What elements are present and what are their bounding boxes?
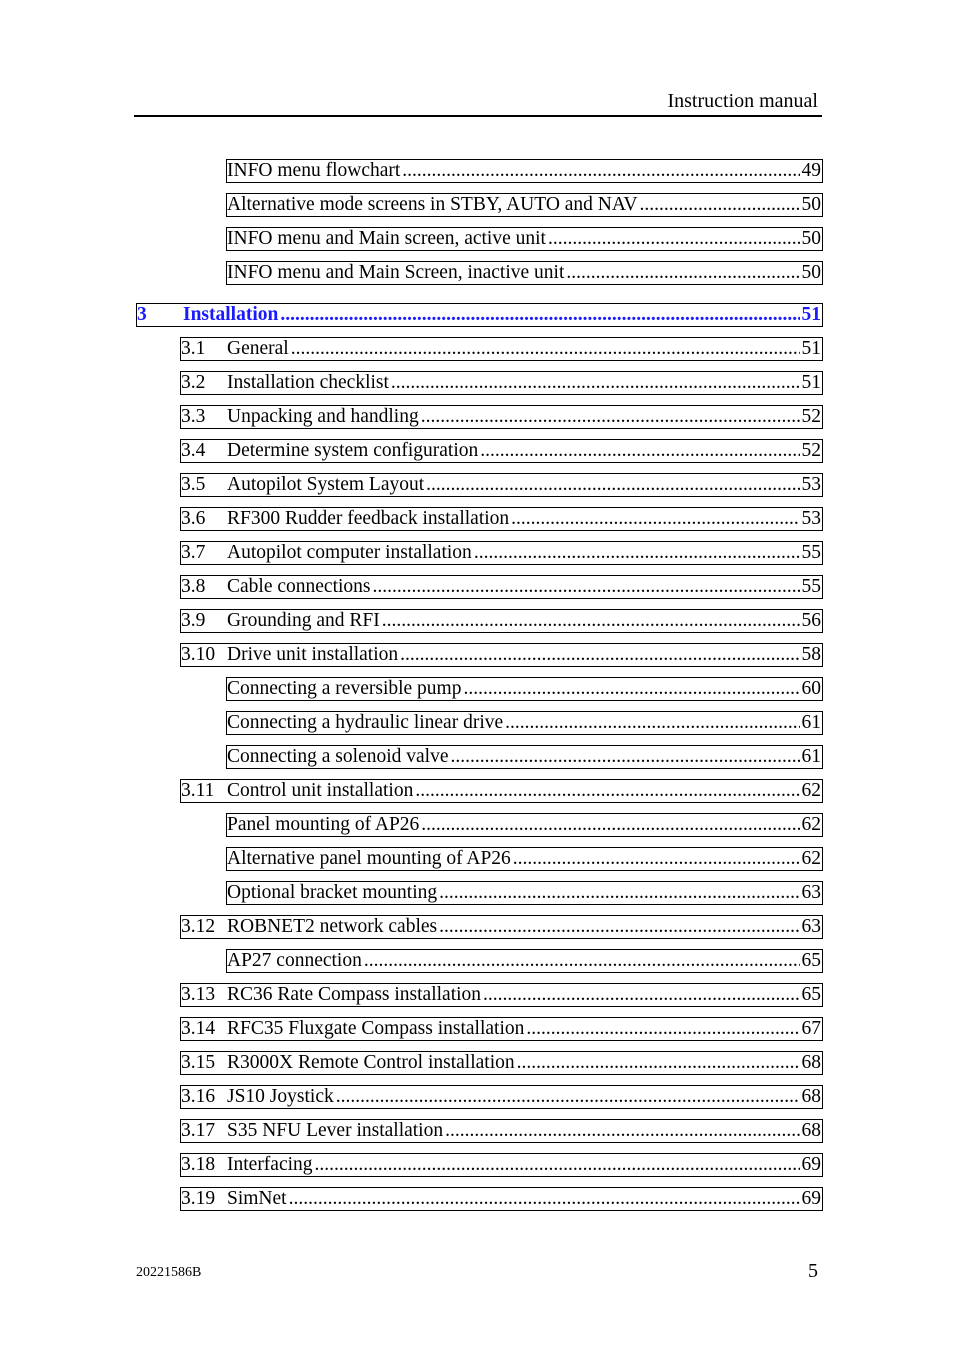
toc-entry-page: 61 [801, 746, 821, 767]
toc-dot-leader [474, 542, 800, 564]
toc-entry-page: 68 [801, 1086, 821, 1107]
toc-dot-leader [548, 228, 800, 250]
toc-entry-page: 65 [801, 950, 821, 971]
toc-entry-link[interactable] [180, 507, 823, 531]
toc-entry-label: Alternative panel mounting of AP26 [227, 848, 511, 869]
toc-entry-label: General [227, 338, 289, 359]
toc-entry-label: RFC35 Fluxgate Compass installation [227, 1018, 525, 1039]
toc-entry-page: 63 [801, 916, 821, 937]
toc-entry-label: Autopilot System Layout [227, 474, 425, 495]
toc-entry-link[interactable] [180, 405, 823, 429]
toc-entry-label: Grounding and RFI [227, 610, 380, 631]
toc-entry-link[interactable] [180, 1017, 823, 1041]
toc-entry-page: 62 [801, 848, 821, 869]
toc-entry-link[interactable] [180, 575, 823, 599]
toc-entry-link[interactable] [180, 779, 823, 803]
toc-entry-number: 3.10 [181, 644, 216, 665]
toc-entry-label: JS10 Joystick [227, 1086, 334, 1107]
toc-entry-number: 3.14 [181, 1018, 216, 1039]
toc-entry-page: 53 [801, 508, 821, 529]
toc-entry-number: 3.3 [181, 406, 206, 427]
toc-dot-leader [291, 338, 800, 360]
toc-entry-page: 67 [801, 1018, 821, 1039]
toc-entry-label: Optional bracket mounting [227, 882, 438, 903]
toc-dot-leader [439, 882, 799, 904]
toc-entry-number: 3.15 [181, 1052, 216, 1073]
toc-entry-page: 51 [801, 338, 821, 359]
toc-entry-label: Drive unit installation [227, 644, 399, 665]
toc-dot-leader [445, 1120, 799, 1142]
toc-entry-label: Cable connections [227, 576, 371, 597]
toc-entry-number: 3.17 [181, 1120, 216, 1141]
toc-entry-label: INFO menu and Main Screen, inactive unit [227, 262, 565, 283]
toc-dot-leader [511, 508, 799, 530]
toc-entry-label: Installation checklist [227, 372, 389, 393]
toc-entry-link[interactable] [226, 227, 823, 251]
toc-entry-label: Alternative mode screens in STBY, AUTO and NAV [227, 194, 638, 215]
toc-dot-leader [415, 780, 799, 802]
toc-chapter-link[interactable] [136, 303, 823, 327]
toc-entry-link[interactable] [226, 881, 823, 905]
toc-entry-number: 3.6 [181, 508, 206, 529]
toc-entry-link[interactable] [180, 371, 823, 395]
toc-dot-leader [526, 1018, 799, 1040]
toc-entry-number: 3.13 [181, 984, 216, 1005]
toc-entry-link[interactable] [226, 813, 823, 837]
toc-entry-page: 53 [801, 474, 821, 495]
toc-entry-label: Control unit installation [227, 780, 414, 801]
toc-entry-link[interactable] [180, 915, 823, 939]
toc-entry-page: 58 [801, 644, 821, 665]
toc-entry-number: 3 [137, 304, 147, 325]
toc-entry-link[interactable] [180, 473, 823, 497]
toc-dot-leader [421, 814, 799, 836]
toc-dot-leader [315, 1154, 800, 1176]
toc-entry-link[interactable] [226, 949, 823, 973]
toc-entry-number: 3.7 [181, 542, 206, 563]
toc-dot-leader [566, 262, 799, 284]
toc-entry-link[interactable] [180, 337, 823, 361]
toc-entry-page: 63 [801, 882, 821, 903]
toc-dot-leader [421, 406, 800, 428]
toc-entry-label: AP27 connection [227, 950, 362, 971]
toc-entry-link[interactable] [226, 711, 823, 735]
toc-entry-link[interactable] [226, 847, 823, 871]
toc-entry-label: INFO menu and Main screen, active unit [227, 228, 546, 249]
toc-entry-number: 3.4 [181, 440, 206, 461]
toc-entry-link[interactable] [180, 643, 823, 667]
toc-entry-label: Connecting a hydraulic linear drive [227, 712, 504, 733]
toc-dot-leader [463, 678, 799, 700]
toc-entry-page: 55 [801, 542, 821, 563]
toc-entry-label: ROBNET2 network cables [227, 916, 438, 937]
toc-entry-page: 69 [801, 1154, 821, 1175]
toc-entry-link[interactable] [180, 983, 823, 1007]
toc-entry-page: 49 [801, 160, 821, 181]
toc-entry-page: 50 [801, 228, 821, 249]
toc-dot-leader [483, 984, 799, 1006]
toc-dot-leader [400, 644, 799, 666]
toc-entry-number: 3.19 [181, 1188, 216, 1209]
toc-dot-leader [336, 1086, 800, 1108]
toc-entry-page: 62 [801, 780, 821, 801]
toc-entry-label: S35 NFU Lever installation [227, 1120, 444, 1141]
toc-entry-link[interactable] [180, 609, 823, 633]
toc-dot-leader [480, 440, 799, 462]
page-number: 5 [808, 1260, 818, 1282]
toc-dot-leader [513, 848, 800, 870]
toc-entry-number: 3.5 [181, 474, 206, 495]
toc-entry-link[interactable] [180, 1153, 823, 1177]
document-code: 20221586B [136, 1265, 202, 1280]
page-header-title: Instruction manual [667, 90, 818, 112]
toc-dot-leader [382, 610, 800, 632]
toc-entry-link[interactable] [180, 541, 823, 565]
toc-dot-leader [517, 1052, 800, 1074]
toc-dot-leader [280, 304, 799, 326]
toc-entry-number: 3.18 [181, 1154, 216, 1175]
toc-entry-number: 3.11 [181, 780, 215, 801]
toc-entry-label: Determine system configuration [227, 440, 479, 461]
toc-dot-leader [451, 746, 800, 768]
toc-entry-page: 55 [801, 576, 821, 597]
toc-entry-label: Installation [183, 304, 279, 325]
toc-entry-number: 3.8 [181, 576, 206, 597]
toc-entry-link[interactable] [180, 1187, 823, 1211]
toc-dot-leader [373, 576, 800, 598]
toc-entry-link[interactable] [180, 1051, 823, 1075]
toc-entry-link[interactable] [226, 677, 823, 701]
toc-entry-page: 50 [801, 262, 821, 283]
toc-entry-page: 68 [801, 1120, 821, 1141]
toc-entry-page: 51 [801, 372, 821, 393]
toc-entry-label: Panel mounting of AP26 [227, 814, 420, 835]
toc-entry-page: 68 [801, 1052, 821, 1073]
toc-entry-link[interactable] [226, 193, 823, 217]
toc-entry-label: Autopilot computer installation [227, 542, 472, 563]
toc-entry-page: 61 [801, 712, 821, 733]
toc-dot-leader [289, 1188, 800, 1210]
toc-entry-page: 62 [801, 814, 821, 835]
toc-entry-page: 69 [801, 1188, 821, 1209]
toc-entry-number: 3.9 [181, 610, 206, 631]
toc-entry-label: INFO menu flowchart [227, 160, 401, 181]
toc-entry-label: R3000X Remote Control installation [227, 1052, 515, 1073]
toc-entry-label: Interfacing [227, 1154, 313, 1175]
toc-entry-number: 3.2 [181, 372, 206, 393]
toc-entry-link[interactable] [180, 1119, 823, 1143]
toc-entry-number: 3.16 [181, 1086, 216, 1107]
toc-entry-number: 3.1 [181, 338, 206, 359]
toc-entry-label: Connecting a solenoid valve [227, 746, 449, 767]
toc-entry-page: 65 [801, 984, 821, 1005]
toc-dot-leader [402, 160, 799, 182]
toc-dot-leader [439, 916, 799, 938]
toc-entry-page: 52 [801, 440, 821, 461]
toc-entry-page: 56 [801, 610, 821, 631]
toc-entry-label: RF300 Rudder feedback installation [227, 508, 510, 529]
toc-dot-leader [505, 712, 799, 734]
toc-entry-label: Connecting a reversible pump [227, 678, 462, 699]
toc-entry-label: SimNet [227, 1188, 287, 1209]
toc-entry-page: 50 [801, 194, 821, 215]
toc-entry-link[interactable] [180, 439, 823, 463]
toc-entry-label: RC36 Rate Compass installation [227, 984, 482, 1005]
toc-entry-link[interactable] [226, 745, 823, 769]
toc-dot-leader [426, 474, 799, 496]
toc-dot-leader [640, 194, 800, 216]
toc-entry-number: 3.12 [181, 916, 216, 937]
toc-entry-link[interactable] [226, 261, 823, 285]
toc-dot-leader [364, 950, 800, 972]
toc-entry-page: 52 [801, 406, 821, 427]
toc-entry-page: 60 [801, 678, 821, 699]
toc-entry-label: Unpacking and handling [227, 406, 419, 427]
toc-entry-link[interactable] [180, 1085, 823, 1109]
toc-entry-page: 51 [801, 304, 821, 325]
toc-dot-leader [391, 372, 800, 394]
toc-entry-link[interactable] [226, 159, 823, 183]
